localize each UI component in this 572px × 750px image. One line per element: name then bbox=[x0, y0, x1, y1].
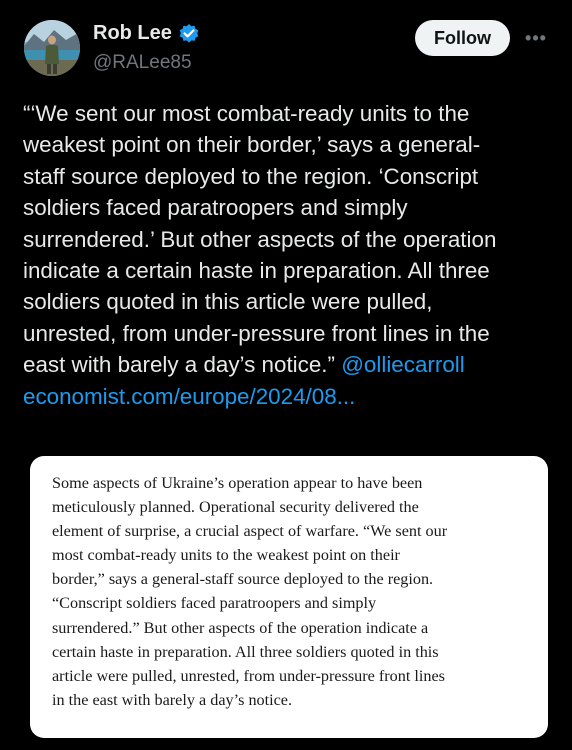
tweet-line: soldiers quoted in this article were pulled, bbox=[23, 289, 433, 315]
image-card-line: surrendered.” But other aspects of the operation indicate a bbox=[52, 618, 429, 637]
tweet-line: soldiers faced paratroopers and simply bbox=[23, 195, 408, 221]
mention-link[interactable]: @olliecarroll bbox=[341, 352, 465, 378]
tweet-line: surrendered.’ But other aspects of the operation bbox=[23, 226, 497, 252]
tweet-line: weakest point on their border,’ says a general- bbox=[23, 132, 481, 158]
image-card-line: article were pulled, unrested, from under-pressure front lines bbox=[52, 666, 445, 685]
image-card-text bbox=[52, 471, 526, 712]
article-url-link[interactable]: economist.com/europe/2024/08... bbox=[23, 383, 356, 409]
image-card-line: element of surprise, a crucial aspect of warfare. “We sent our bbox=[52, 522, 448, 541]
author-display-name[interactable]: Rob Lee bbox=[93, 22, 172, 44]
tweet-line-with-mention bbox=[23, 349, 555, 380]
image-card-line: “Conscript soldiers faced paratroopers and simply bbox=[52, 594, 377, 613]
tweet-line: unrested, from under-pressure front lines in the bbox=[23, 320, 490, 346]
more-dots-icon: ••• bbox=[525, 28, 547, 48]
image-card-line: meticulously planned. Operational security delivered the bbox=[52, 498, 419, 517]
image-card-line: in the east with barely a day’s notice. bbox=[52, 690, 293, 709]
tweet-line: east with barely a day’s notice.” bbox=[23, 352, 342, 378]
tweet-text bbox=[23, 98, 555, 412]
avatar-photo bbox=[24, 20, 80, 76]
verified-badge-icon bbox=[178, 23, 200, 45]
author-handle[interactable]: @RALee85 bbox=[93, 52, 192, 73]
image-card-line: Some aspects of Ukraine’s operation appear to have been bbox=[52, 474, 423, 492]
attached-image-card[interactable] bbox=[30, 456, 548, 738]
image-card-line: border,” says a general-staff source deployed to the region. bbox=[52, 570, 434, 589]
image-card-line: certain haste in preparation. All three soldiers quoted in this bbox=[52, 642, 439, 661]
author-name-row[interactable] bbox=[93, 22, 200, 45]
avatar[interactable] bbox=[24, 20, 80, 76]
tweet-line: staff source deployed to the region. ‘Conscript bbox=[23, 163, 479, 189]
tweet-line: “‘We sent our most combat-ready units to the bbox=[23, 101, 470, 126]
tweet-line: indicate a certain haste in preparation. All three bbox=[23, 258, 490, 284]
more-options-button[interactable] bbox=[520, 24, 552, 52]
follow-button[interactable]: Follow bbox=[415, 20, 510, 56]
image-card-line: most combat-ready units to the weakest point on their bbox=[52, 546, 400, 565]
